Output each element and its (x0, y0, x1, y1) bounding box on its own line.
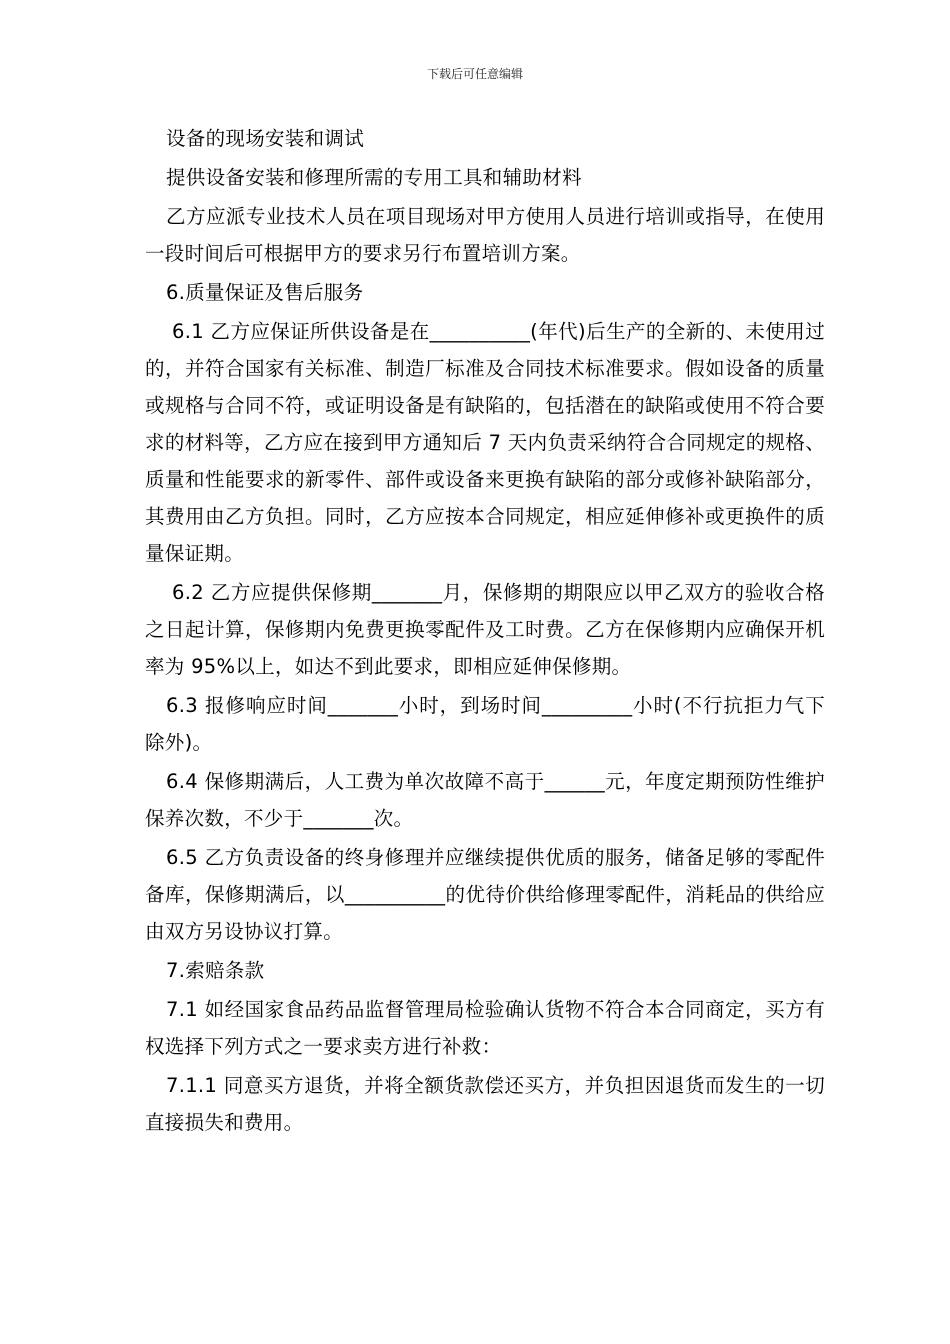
paragraph-tools-materials: 提供设备安装和修理所需的专用工具和辅助材料 (166, 166, 582, 189)
document-body (145, 120, 825, 1143)
clause-6-4: 6.4 保修期满后，人工费为单次故障不高于______元，年度定期预防性维护保养次数，不少于_______次。 (145, 770, 825, 830)
clause-6-1: 6.1 乙方应保证所供设备是在__________(年代)后生产的全新的、未使用过的，并符合国家有关标准、制造厂标准及合同技术标准要求。假如设备的质量或规格与合同不符，或证明设备是有缺陷的，包括潜在的缺陷或使用不符合要求的材料等，乙方应在接到甲方通知后 7 天内负责采纳符合合同规定的规格、质量和性能要求的新零件、部件或设备来更换有缺陷的部分或修补缺陷部分，其费用由乙方负担。同时，乙方应按本合同规定，相应延伸修补或更换件的质量保证期。 (145, 320, 825, 565)
clause-6-3: 6.3 报修响应时间_______小时，到场时间_________小时(不行抗拒力气下除外)。 (145, 694, 825, 754)
section-heading-claims: 7.索赔条款 (166, 959, 265, 982)
clause-7-1-1: 7.1.1 同意买方退货，并将全额货款偿还买方，并负担因退货而发生的一切直接损失和费用。 (145, 1074, 825, 1134)
paragraph-install-debug: 设备的现场安装和调试 (166, 127, 365, 150)
clause-6-2: 6.2 乙方应提供保修期_______月，保修期的期限应以甲乙双方的验收合格之日起计算，保修期内免费更换零配件及工时费。乙方在保修期内应确保开机率为 95%以上，如达不到此要求，即相应延伸保修期。 (145, 581, 825, 678)
paragraph-training: 乙方应派专业技术人员在项目现场对甲方使用人员进行培训或指导，在使用一段时间后可根据甲方的要求另行布置培训方案。 (145, 205, 825, 265)
clause-7-1: 7.1 如经国家食品药品监督管理局检验确认货物不符合本合同商定，买方有权选择下列方式之一要求卖方进行补救： (145, 998, 825, 1058)
section-heading-quality: 6.质量保证及售后服务 (166, 281, 364, 304)
clause-6-5: 6.5 乙方负责设备的终身修理并应继续提供优质的服务，储备足够的零配件备库，保修期满后，以__________的优待价供给修理零配件，消耗品的供给应由双方另设协议打算。 (145, 846, 825, 943)
page-header: 下载后可任意编辑 (426, 67, 523, 81)
